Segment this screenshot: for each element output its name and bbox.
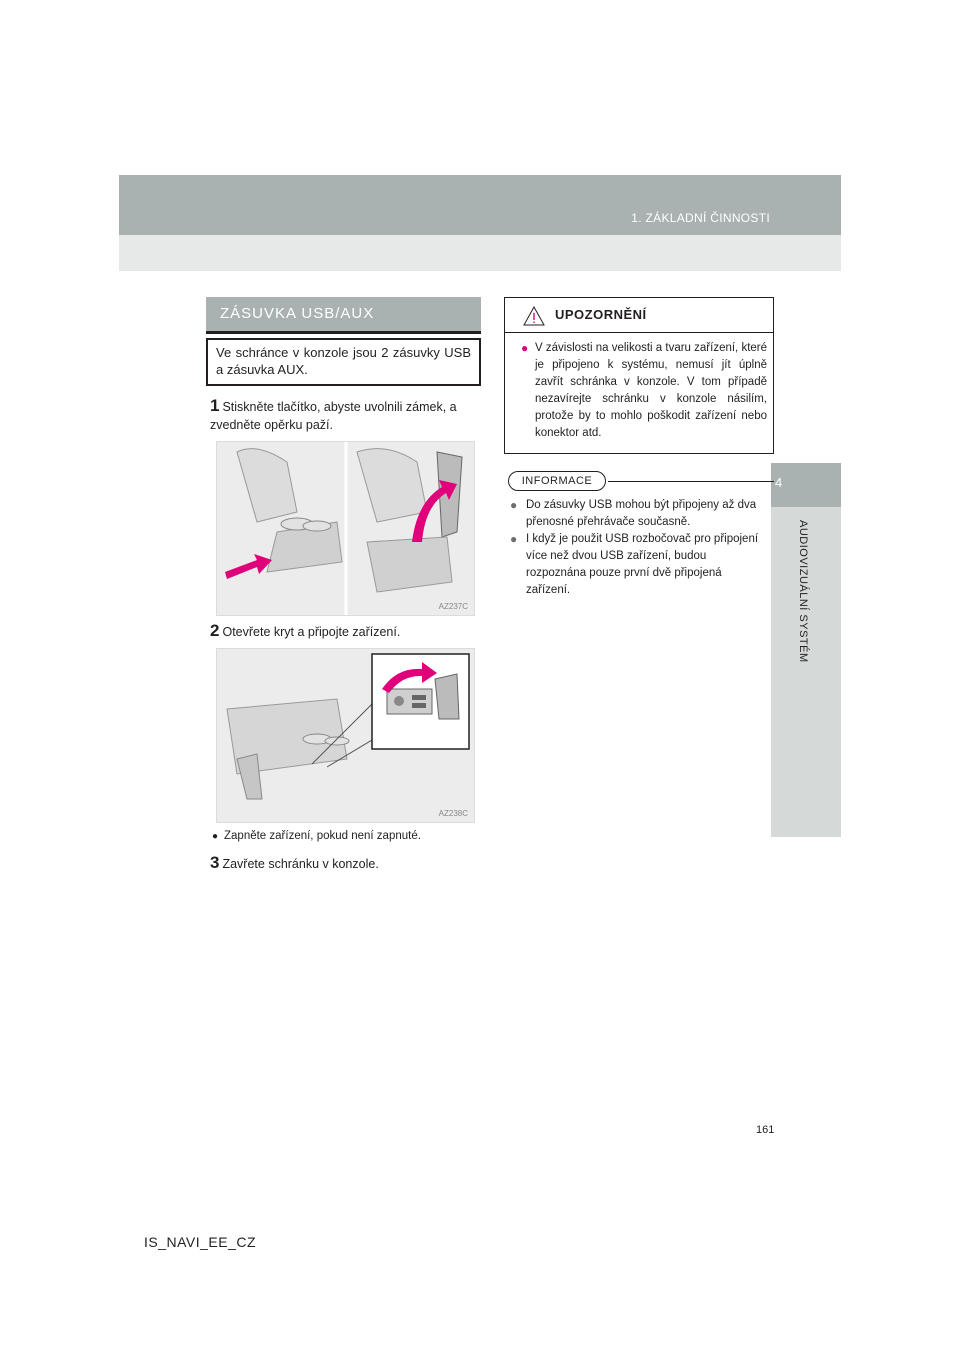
section-rule bbox=[206, 331, 481, 334]
usb-port-illustration bbox=[217, 649, 474, 822]
bullet-dot-icon: ● bbox=[510, 532, 518, 546]
section-intro: Ve schránce v konzole jsou 2 zásuvky USB a zásuvka AUX. bbox=[206, 338, 481, 386]
info-title: INFORMACE bbox=[508, 471, 606, 491]
bullet-dot-icon: ● bbox=[510, 498, 518, 512]
figure-usb-port bbox=[216, 648, 475, 823]
step-3-number: 3 bbox=[210, 853, 220, 872]
chapter-number-tab bbox=[771, 463, 841, 507]
header-subband bbox=[119, 235, 841, 271]
bullet-note bbox=[212, 830, 482, 842]
armrest-illustration bbox=[217, 442, 474, 615]
step-3-text: Zavřete schránku v konzole. bbox=[222, 857, 379, 871]
step-1-text: Stiskněte tlačítko, abyste uvolnili zámek, a zvedněte opěrku paží. bbox=[210, 400, 457, 432]
figure-code: AZ238C bbox=[438, 809, 468, 818]
chapter-title: 1. ZÁKLADNÍ ČINNOSTI bbox=[631, 211, 770, 225]
warning-triangle-icon bbox=[523, 306, 545, 326]
chapter-side-label: AUDIOVIZUÁLNÍ SYSTÉM bbox=[797, 520, 809, 663]
info-rule bbox=[608, 481, 774, 482]
footer-code: IS_NAVI_EE_CZ bbox=[144, 1234, 257, 1250]
bullet-dot-icon: ● bbox=[521, 341, 529, 355]
figure-armrest bbox=[216, 441, 475, 616]
section-heading bbox=[206, 297, 481, 331]
header-band bbox=[119, 175, 841, 235]
info-item-2-text: I když je použit USB rozbočovač pro připojení více než dvou USB zařízení, budou rozpoznána pouze první dvě připojená zařízení. bbox=[526, 533, 759, 596]
step-2 bbox=[210, 622, 482, 641]
step-2-number: 2 bbox=[210, 621, 220, 640]
info-item-2 bbox=[510, 531, 768, 599]
caution-text: V závislosti na velikosti a tvaru zařízení, které je připojeno k systému, nemusí jít úplně zavřít schránka v konzole. V tom případě nezavírejte schránku v konzole násilím, protože by to mohlo poškodit zařízení nebo konektor atd. bbox=[535, 342, 768, 439]
step-1-number: 1 bbox=[210, 396, 220, 415]
step-2-text: Otevřete kryt a připojte zařízení. bbox=[222, 625, 401, 639]
step-3 bbox=[210, 854, 482, 873]
info-item-1-text: Do zásuvky USB mohou být připojeny až dva přenosné přehrávače současně. bbox=[526, 499, 757, 528]
caution-box bbox=[504, 297, 774, 454]
page-number: 161 bbox=[756, 1124, 775, 1136]
figure-code: AZ237C bbox=[438, 602, 468, 611]
section-heading-text: ZÁSUVKA USB/AUX bbox=[220, 305, 375, 322]
caution-title: UPOZORNĚNÍ bbox=[555, 307, 647, 322]
info-item-1 bbox=[510, 497, 768, 531]
chapter-number: 4 bbox=[775, 475, 783, 490]
caution-header bbox=[505, 298, 773, 333]
bullet-note-text: Zapněte zařízení, pokud není zapnuté. bbox=[224, 830, 421, 842]
step-1 bbox=[210, 397, 482, 434]
bullet-dot-icon: ● bbox=[212, 831, 219, 842]
caution-item bbox=[521, 340, 767, 442]
